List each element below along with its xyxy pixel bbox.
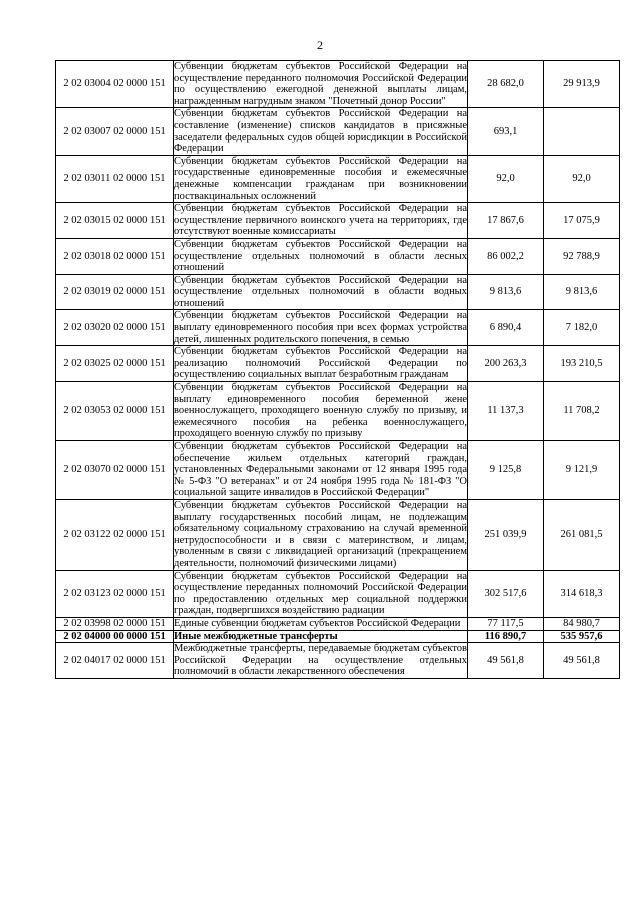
budget-code-cell: 2 02 04000 00 0000 151: [56, 630, 174, 643]
description-cell: Субвенции бюджетам субъектов Российской Федерации на реализацию полномочий Российской Федерации по осуществлению социальных выплат безработным гражданам: [174, 346, 467, 381]
amount-cell-1: 77 117,5: [468, 617, 544, 630]
table-row: [56, 630, 620, 643]
table-row: [56, 499, 620, 570]
budget-code-cell: 2 02 03011 02 0000 151: [56, 155, 174, 202]
table-row: [56, 570, 620, 617]
amount-cell-2: 84 980,7: [544, 617, 620, 630]
budget-code-cell: 2 02 03053 02 0000 151: [56, 382, 174, 441]
description-cell: Субвенции бюджетам субъектов Российской Федерации на осуществление первичного воинского учета на территориях, где отсутствуют военные комиссариаты: [174, 203, 467, 238]
budget-code-cell: 2 02 03122 02 0000 151: [56, 499, 174, 570]
budget-code-cell: 2 02 03015 02 0000 151: [56, 203, 174, 239]
amount-cell-2: 29 913,9: [544, 61, 620, 108]
description-cell: Субвенции бюджетам субъектов Российской Федерации на осуществление переданных полномочий Российской Федерации по предоставлению отдельных мер социальной поддержки граждан, подвергшихся воздействию радиации: [174, 570, 467, 617]
budget-code-cell: 2 02 03025 02 0000 151: [56, 346, 174, 382]
description-cell: Субвенции бюджетам субъектов Российской Федерации на государственные единовременные пособия и ежемесячные денежные компенсации гражданам при возникновении поствакцинальных осложнений: [174, 155, 467, 202]
amount-cell-1: 9 813,6: [468, 274, 544, 310]
description-cell: Субвенции бюджетам субъектов Российской Федерации на составление (изменение) списков кандидатов в присяжные заседатели федеральных судов общей юрисдикции в Российской Федерации: [174, 108, 467, 155]
table-row: [56, 643, 620, 679]
budget-code-cell: 2 02 03019 02 0000 151: [56, 274, 174, 310]
amount-cell-2: [544, 108, 620, 155]
amount-cell-2: 535 957,6: [544, 630, 620, 643]
amount-cell-1: 92,0: [468, 155, 544, 202]
budget-code-cell: 2 02 03004 02 0000 151: [56, 61, 174, 108]
table-row: [56, 310, 620, 346]
amount-cell-2: 49 561,8: [544, 643, 620, 679]
budget-code-cell: 2 02 03998 02 0000 151: [56, 617, 174, 630]
table-row: [56, 441, 620, 500]
amount-cell-1: 11 137,3: [468, 382, 544, 441]
budget-code-cell: 2 02 03070 02 0000 151: [56, 441, 174, 500]
amount-cell-1: 49 561,8: [468, 643, 544, 679]
description-cell: Единые субвенции бюджетам субъектов Российской Федерации: [174, 617, 468, 630]
amount-cell-2: 314 618,3: [544, 570, 620, 617]
table-row: [56, 155, 620, 202]
budget-code-cell: 2 02 03123 02 0000 151: [56, 570, 174, 617]
amount-cell-1: 302 517,6: [468, 570, 544, 617]
description-cell: Субвенции бюджетам субъектов Российской Федерации на осуществление отдельных полномочий в области лесных отношений: [174, 238, 467, 274]
table-row: [56, 617, 620, 630]
amount-cell-1: 6 890,4: [468, 310, 544, 346]
amount-cell-1: 86 002,2: [468, 238, 544, 274]
amount-cell-1: 28 682,0: [468, 61, 544, 108]
budget-code-cell: 2 02 04017 02 0000 151: [56, 643, 174, 679]
budget-code-cell: 2 02 03020 02 0000 151: [56, 310, 174, 346]
amount-cell-2: 9 121,9: [544, 441, 620, 500]
description-cell: Иные межбюджетные трансферты: [174, 630, 468, 643]
table-row: [56, 108, 620, 155]
amount-cell-1: 693,1: [468, 108, 544, 155]
amount-cell-2: 193 210,5: [544, 346, 620, 382]
table-row: [56, 382, 620, 441]
table-row: [56, 61, 620, 108]
amount-cell-2: 9 813,6: [544, 274, 620, 310]
description-cell: Субвенции бюджетам субъектов Российской Федерации на осуществление отдельных полномочий в области водных отношений: [174, 274, 467, 309]
description-cell: Субвенции бюджетам субъектов Российской Федерации на обеспечение жильем отдельных категорий граждан, установленных Федеральными законами от 12 января 1995 года № 5-ФЗ "О ветеранах" и от 24 ноября 1995 года № 181-ФЗ "О социальной защите инвалидов в Российской Федерации": [174, 441, 467, 499]
amount-cell-1: 9 125,8: [468, 441, 544, 500]
amount-cell-2: 17 075,9: [544, 203, 620, 239]
table-row: [56, 274, 620, 310]
amount-cell-2: 92,0: [544, 155, 620, 202]
budget-code-cell: 2 02 03018 02 0000 151: [56, 238, 174, 274]
table-row: [56, 238, 620, 274]
budget-table: [55, 60, 620, 679]
description-cell: Межбюджетные трансферты, передаваемые бюджетам субъектов Российской Федерации на осуществление отдельных полномочий в области лекарственного обеспечения: [174, 643, 467, 678]
description-cell: Субвенции бюджетам субъектов Российской Федерации на осуществление переданного полномочия Российской Федерации по осуществлению ежегодной денежной выплаты лицам, награжденным нагрудным знаком "Почетный донор России": [174, 61, 467, 107]
description-cell: Субвенции бюджетам субъектов Российской Федерации на выплату единовременного пособия беременной жене военнослужащего, проходящего военную службу по призыву, и ежемесячного пособия на ребенка военнослужащего, проходящего военную службу по призыву: [174, 382, 467, 440]
table-row: [56, 346, 620, 382]
page-number: 2: [317, 38, 323, 52]
amount-cell-2: 261 081,5: [544, 499, 620, 570]
amount-cell-1: 116 890,7: [468, 630, 544, 643]
budget-code-cell: 2 02 03007 02 0000 151: [56, 108, 174, 155]
description-cell: Субвенции бюджетам субъектов Российской Федерации на выплату единовременного пособия при всех формах устройства детей, лишенных родительского попечения, в семью: [174, 310, 467, 345]
table-row: [56, 203, 620, 239]
amount-cell-2: 7 182,0: [544, 310, 620, 346]
amount-cell-1: 17 867,6: [468, 203, 544, 239]
amount-cell-1: 200 263,3: [468, 346, 544, 382]
amount-cell-2: 92 788,9: [544, 238, 620, 274]
amount-cell-1: 251 039,9: [468, 499, 544, 570]
amount-cell-2: 11 708,2: [544, 382, 620, 441]
description-cell: Субвенции бюджетам субъектов Российской Федерации на выплату государственных пособий лицам, не подлежащим обязательному социальному страхованию на случай временной нетрудоспособности и в связи с материнством, и лицам, уволенным в связи с ликвидацией организаций (прекращением деятельности, полномочий физическими лицами): [174, 499, 467, 569]
